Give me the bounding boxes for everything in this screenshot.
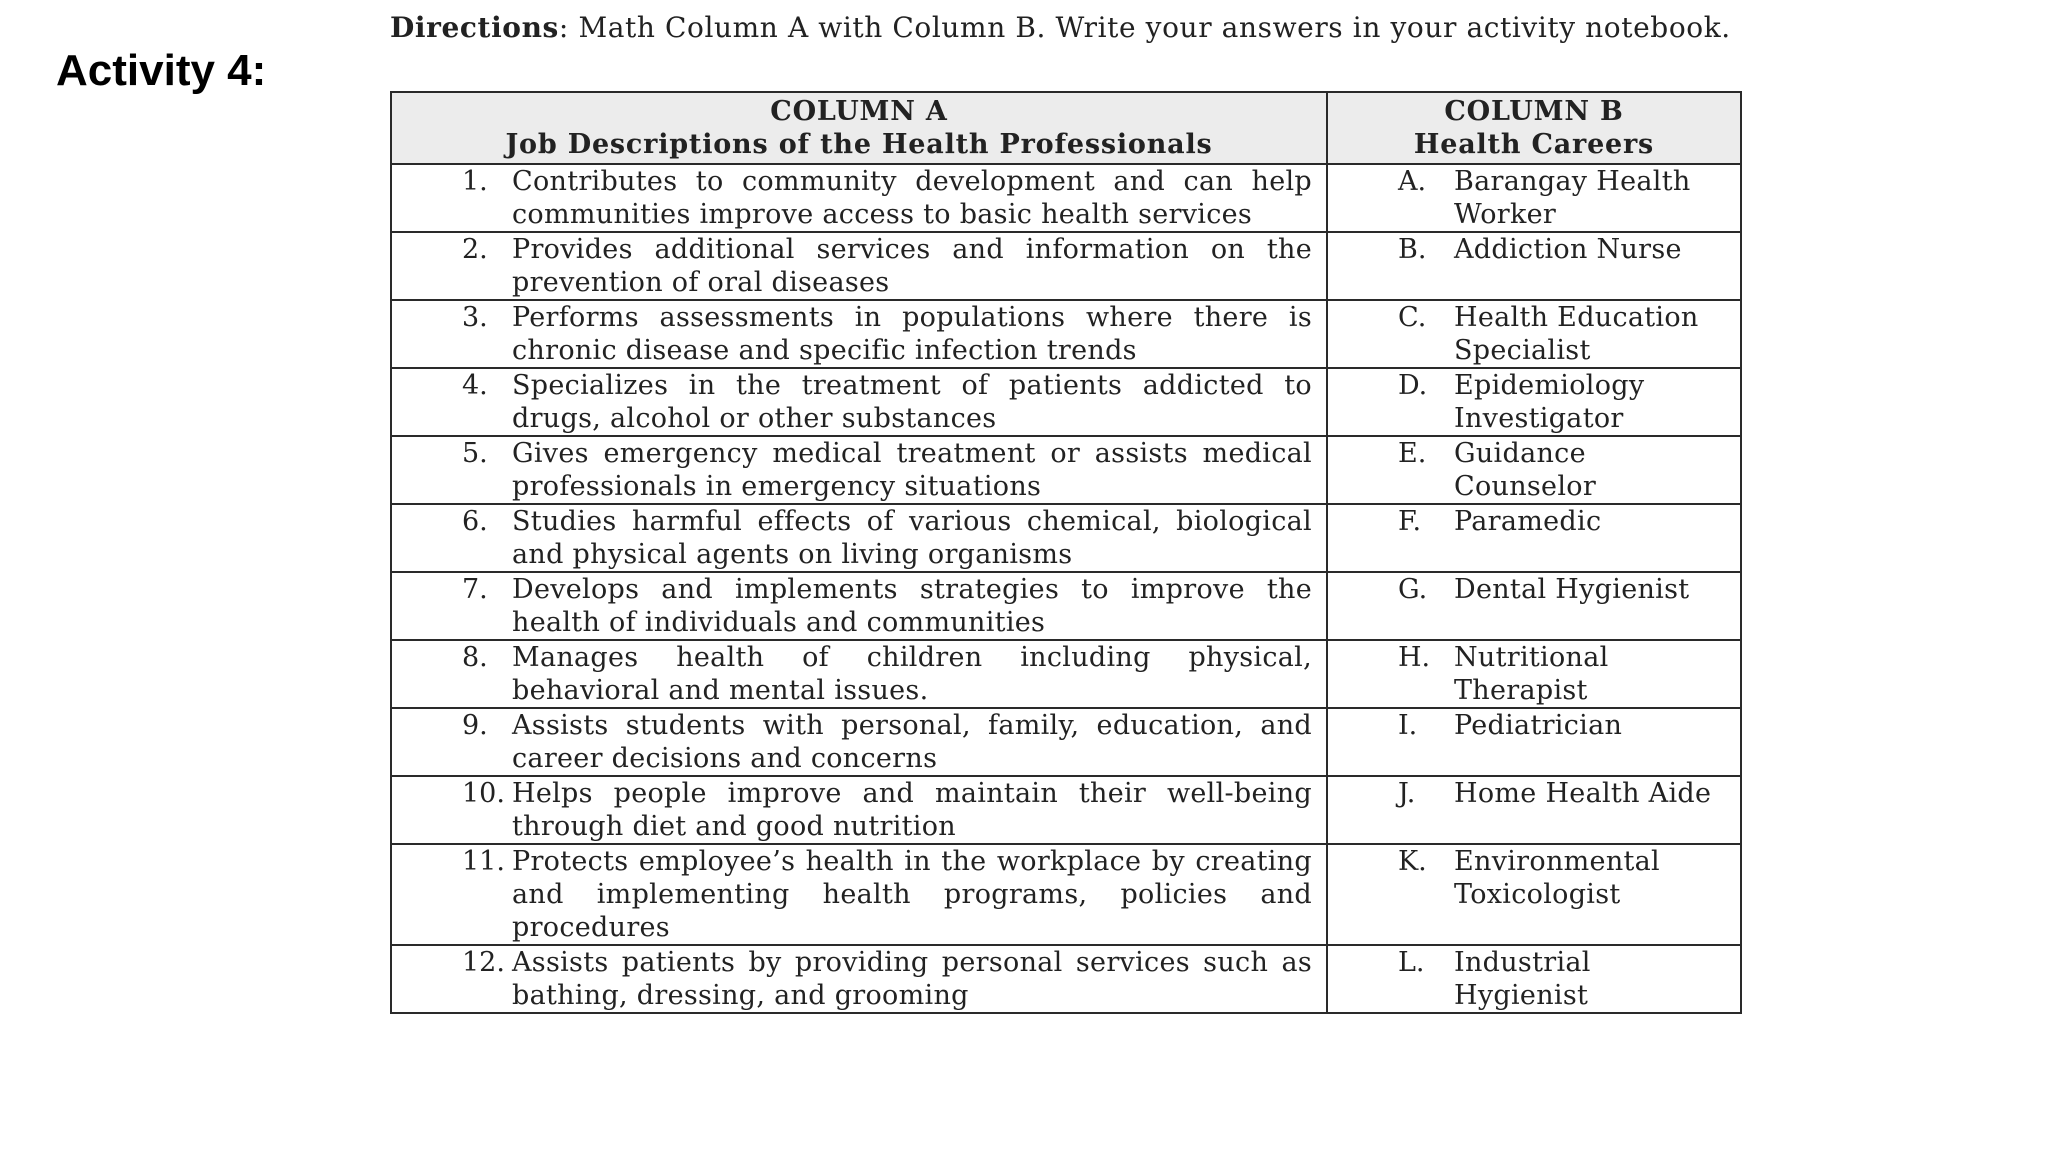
job-description-cell — [391, 436, 1327, 504]
directions-body: : Math Column A with Column B. Write your answers in your activity notebook. — [558, 11, 1731, 44]
job-description-item — [392, 573, 1326, 639]
job-description-cell — [391, 844, 1327, 945]
job-description-text: Specializes in the treatment of patients addicted to drugs, alcohol or other substances — [512, 370, 1312, 434]
job-description-item — [392, 301, 1326, 367]
matching-table — [390, 91, 1742, 1014]
job-description-cell — [391, 232, 1327, 300]
career-letter: K. — [1398, 846, 1427, 877]
job-description-text: Assists students with personal, family, education, and career decisions and concerns — [512, 710, 1312, 774]
table-row — [391, 368, 1741, 436]
job-description-text: Helps people improve and maintain their well-being through diet and good nutrition — [512, 778, 1312, 842]
health-career-item — [1328, 573, 1740, 606]
health-career-cell — [1327, 776, 1741, 844]
item-number: 4. — [462, 370, 488, 401]
job-description-text: Gives emergency medical treatment or assists medical professionals in emergency situations — [512, 438, 1312, 502]
health-career-cell — [1327, 164, 1741, 232]
job-description-text: Assists patients by providing personal services such as bathing, dressing, and grooming — [512, 947, 1312, 1011]
item-number: 11. — [462, 846, 505, 877]
table-row — [391, 164, 1741, 232]
job-description-item — [392, 709, 1326, 775]
career-name: Paramedic — [1454, 506, 1602, 537]
career-letter: C. — [1398, 302, 1427, 333]
health-career-cell — [1327, 300, 1741, 368]
health-career-item — [1328, 233, 1740, 266]
job-description-cell — [391, 572, 1327, 640]
career-name: Pediatrician — [1454, 710, 1623, 741]
job-description-item — [392, 505, 1326, 571]
career-letter: A. — [1398, 166, 1427, 197]
job-description-item — [392, 165, 1326, 231]
column-b-subtitle: Health Careers — [1413, 129, 1655, 160]
career-name: Health Education Specialist — [1454, 302, 1699, 366]
job-description-text: Performs assessments in populations where there is chronic disease and specific infection trends — [512, 302, 1312, 366]
career-name: Nutritional Therapist — [1454, 642, 1609, 706]
job-description-text: Contributes to community development and can help communities improve access to basic health services — [512, 166, 1312, 230]
item-number: 12. — [462, 947, 505, 978]
career-name: Barangay Health Worker — [1454, 166, 1691, 230]
item-number: 1. — [462, 166, 488, 197]
job-description-text: Develops and implements strategies to improve the health of individuals and communities — [512, 574, 1312, 638]
career-name: Environmental Toxicologist — [1454, 846, 1660, 910]
job-description-item — [392, 437, 1326, 503]
table-row — [391, 300, 1741, 368]
career-letter: H. — [1398, 642, 1431, 673]
table-row — [391, 504, 1741, 572]
job-description-text: Manages health of children including physical, behavioral and mental issues. — [512, 642, 1312, 706]
job-description-cell — [391, 640, 1327, 708]
table-header-row — [391, 92, 1741, 164]
job-description-cell — [391, 300, 1327, 368]
health-career-cell — [1327, 640, 1741, 708]
item-number: 5. — [462, 438, 488, 469]
job-description-item — [392, 369, 1326, 435]
career-name: Epidemiology Investigator — [1454, 370, 1645, 434]
health-career-item — [1328, 845, 1740, 911]
item-number: 3. — [462, 302, 488, 333]
job-description-item — [392, 845, 1326, 944]
item-number: 8. — [462, 642, 488, 673]
health-career-item — [1328, 641, 1740, 707]
health-career-cell — [1327, 572, 1741, 640]
career-letter: D. — [1398, 370, 1428, 401]
column-b-title: COLUMN B — [1444, 96, 1624, 127]
directions-text — [390, 8, 1750, 47]
table-row — [391, 436, 1741, 504]
health-career-item — [1328, 165, 1740, 231]
column-b-header — [1327, 92, 1741, 164]
job-description-item — [392, 233, 1326, 299]
job-description-text: Provides additional services and information on the prevention of oral diseases — [512, 234, 1312, 298]
career-letter: J. — [1398, 778, 1416, 809]
job-description-cell — [391, 776, 1327, 844]
job-description-cell — [391, 708, 1327, 776]
table-body — [391, 164, 1741, 1013]
health-career-item — [1328, 437, 1740, 503]
item-number: 9. — [462, 710, 488, 741]
job-description-cell — [391, 164, 1327, 232]
health-career-cell — [1327, 232, 1741, 300]
item-number: 6. — [462, 506, 488, 537]
health-career-item — [1328, 369, 1740, 435]
career-name: Industrial Hygienist — [1454, 947, 1591, 1011]
health-career-item — [1328, 709, 1740, 742]
job-description-cell — [391, 504, 1327, 572]
job-description-item — [392, 946, 1326, 1012]
activity-title: Activity 4: — [56, 46, 267, 95]
table-row — [391, 945, 1741, 1013]
career-name: Dental Hygienist — [1454, 574, 1690, 605]
job-description-text: Protects employee’s health in the workplace by creating and implementing health programs, policies and procedures — [512, 846, 1312, 943]
health-career-cell — [1327, 844, 1741, 945]
table-row — [391, 640, 1741, 708]
item-number: 10. — [462, 778, 505, 809]
health-career-cell — [1327, 504, 1741, 572]
health-career-cell — [1327, 436, 1741, 504]
job-description-item — [392, 641, 1326, 707]
career-letter: I. — [1398, 710, 1418, 741]
column-a-title: COLUMN A — [770, 96, 948, 127]
job-description-cell — [391, 945, 1327, 1013]
health-career-item — [1328, 946, 1740, 1012]
career-name: Addiction Nurse — [1454, 234, 1682, 265]
table-row — [391, 572, 1741, 640]
column-a-subtitle: Job Descriptions of the Health Professionals — [505, 129, 1213, 160]
health-career-cell — [1327, 945, 1741, 1013]
health-career-item — [1328, 301, 1740, 367]
career-letter: F. — [1398, 506, 1422, 537]
health-career-cell — [1327, 708, 1741, 776]
column-a-header — [391, 92, 1327, 164]
item-number: 2. — [462, 234, 488, 265]
career-letter: E. — [1398, 438, 1427, 469]
directions-lead: Directions — [390, 11, 559, 44]
health-career-item — [1328, 777, 1740, 810]
career-letter: B. — [1398, 234, 1427, 265]
job-description-text: Studies harmful effects of various chemical, biological and physical agents on living organisms — [512, 506, 1312, 570]
career-letter: G. — [1398, 574, 1428, 605]
health-career-cell — [1327, 368, 1741, 436]
table-row — [391, 708, 1741, 776]
table-row — [391, 844, 1741, 945]
job-description-cell — [391, 368, 1327, 436]
table-row — [391, 776, 1741, 844]
item-number: 7. — [462, 574, 488, 605]
career-name: Guidance Counselor — [1454, 438, 1597, 502]
table-row — [391, 232, 1741, 300]
career-name: Home Health Aide — [1454, 778, 1712, 809]
career-letter: L. — [1398, 947, 1425, 978]
job-description-item — [392, 777, 1326, 843]
health-career-item — [1328, 505, 1740, 538]
